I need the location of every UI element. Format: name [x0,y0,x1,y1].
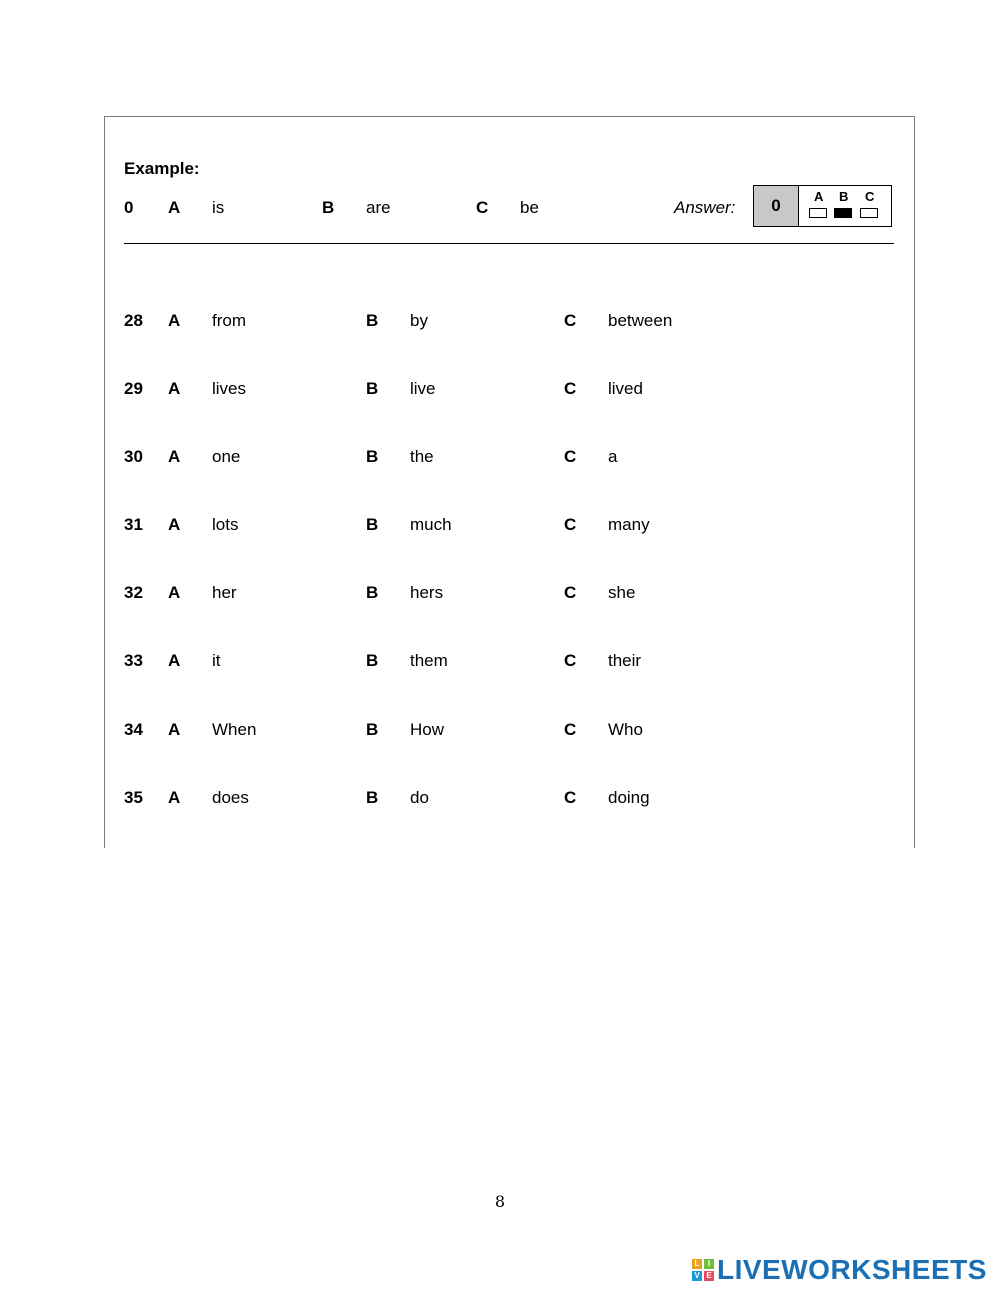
option-a-letter: A [168,788,181,807]
option-c-letter: C [564,720,577,739]
option-a-word[interactable]: it [212,651,221,670]
question-number: 29 [124,379,143,398]
example-heading: Example: [124,159,200,178]
option-b-letter: B [366,788,379,807]
question-row-35 [0,788,1000,810]
option-a-word[interactable]: lives [212,379,247,398]
example-option-b-word: are [366,198,391,217]
option-b-letter: B [366,515,379,534]
logo-icon [692,1259,714,1281]
question-row-31 [0,515,1000,537]
option-b-word[interactable]: hers [410,583,444,602]
option-a-word[interactable]: lots [212,515,239,534]
example-number: 0 [124,198,134,217]
page-number: 8 [494,1192,506,1211]
option-c-word[interactable]: between [608,311,673,330]
option-c-word[interactable]: Who [608,720,643,739]
option-b-word[interactable]: much [410,515,452,534]
option-a-letter: A [168,720,181,739]
example-option-b-letter: B [322,198,335,217]
question-row-29 [0,379,1000,401]
brand-name: LIVEWORKSHEETS [717,1254,987,1285]
option-b-letter: B [366,583,379,602]
option-a-letter: A [168,311,181,330]
answer-letter-c: C [865,189,875,204]
question-row-30 [0,447,1000,469]
option-a-letter: A [168,379,181,398]
question-number: 31 [124,515,143,534]
example-answer-box [753,185,892,227]
question-number: 35 [124,788,143,807]
option-b-word[interactable]: by [410,311,428,330]
option-c-word[interactable]: lived [608,379,643,398]
option-a-word[interactable]: does [212,788,249,807]
option-c-letter: C [564,515,577,534]
question-number: 34 [124,720,143,739]
question-number: 30 [124,447,143,466]
answer-box-c [860,208,878,218]
option-c-letter: C [564,379,577,398]
question-number: 28 [124,311,143,330]
answer-box-a [809,208,827,218]
option-b-letter: B [366,379,379,398]
answer-label: Answer: [674,198,736,217]
question-row-33 [0,651,1000,673]
separator-line [124,243,894,244]
option-c-word[interactable]: many [608,515,650,534]
option-a-word[interactable]: from [212,311,246,330]
answer-letter-a: A [814,189,824,204]
option-b-letter: B [366,447,379,466]
question-row-28 [0,311,1000,333]
option-b-letter: B [366,720,379,739]
option-c-word[interactable]: doing [608,788,650,807]
liveworksheets-logo[interactable] [692,1254,987,1286]
example-option-c-letter: C [476,198,489,217]
question-number: 33 [124,651,143,670]
option-a-word[interactable]: When [212,720,257,739]
option-b-word[interactable]: them [410,651,448,670]
option-b-letter: B [366,311,379,330]
question-row-32 [0,583,1000,605]
answer-box-b-filled [834,208,852,218]
option-a-letter: A [168,515,181,534]
option-c-letter: C [564,311,577,330]
option-a-letter: A [168,651,181,670]
logo-tile-i: I [704,1259,714,1269]
option-b-letter: B [366,651,379,670]
example-option-c-word: be [520,198,539,217]
answer-letter-b: B [839,189,849,204]
option-c-letter: C [564,583,577,602]
question-number: 32 [124,583,143,602]
option-b-word[interactable]: do [410,788,429,807]
answer-number: 0 [754,186,799,226]
option-b-word[interactable]: the [410,447,434,466]
answer-options [799,186,891,226]
logo-tile-v: V [692,1271,702,1281]
option-a-word[interactable]: her [212,583,237,602]
option-c-letter: C [564,447,577,466]
option-a-word[interactable]: one [212,447,241,466]
logo-tile-l: L [692,1259,702,1269]
example-option-a-letter: A [168,198,181,217]
option-c-word[interactable]: she [608,583,636,602]
option-b-word[interactable]: How [410,720,445,739]
example-option-a-word: is [212,198,225,217]
option-b-word[interactable]: live [410,379,436,398]
option-c-letter: C [564,651,577,670]
question-row-34 [0,720,1000,742]
logo-tile-e: E [704,1271,714,1281]
option-a-letter: A [168,583,181,602]
option-c-word[interactable]: their [608,651,642,670]
option-c-letter: C [564,788,577,807]
option-c-word[interactable]: a [608,447,618,466]
option-a-letter: A [168,447,181,466]
